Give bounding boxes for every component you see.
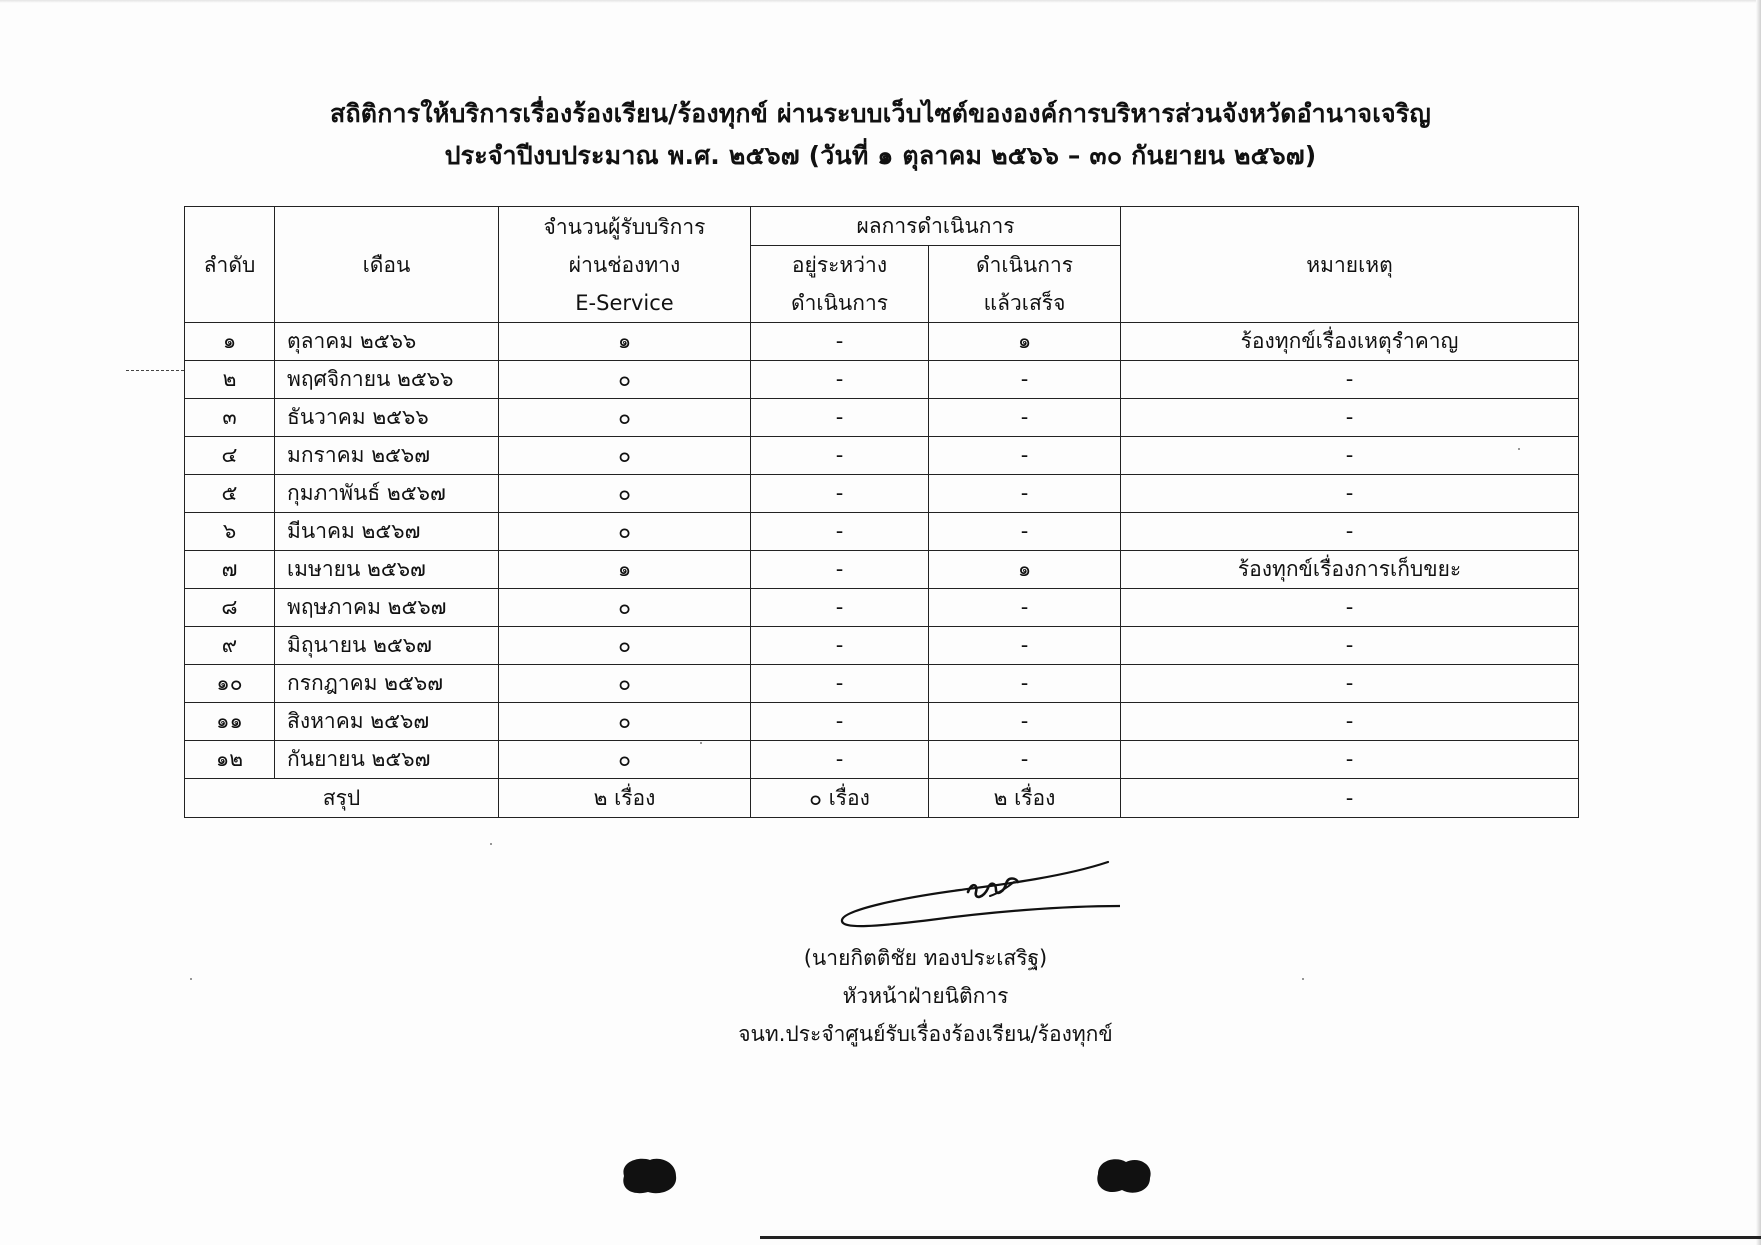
table-row (185, 627, 1579, 665)
summary-pending: ๐ เรื่อง (751, 779, 929, 818)
cell-service-count: ๐ (499, 361, 751, 399)
cell-done: - (929, 741, 1121, 779)
cell-no: ๔ (185, 437, 275, 475)
table-row (185, 703, 1579, 741)
cell-month: พฤษภาคม ๒๕๖๗ (275, 589, 499, 627)
cell-pending: - (751, 703, 929, 741)
cell-no: ๑ (185, 323, 275, 361)
cell-service-count: ๑ (499, 551, 751, 589)
header-service-line3: E-Service (575, 290, 674, 315)
cell-pending: - (751, 665, 929, 703)
cell-no: ๑๑ (185, 703, 275, 741)
cell-pending: - (751, 399, 929, 437)
cell-pending: - (751, 627, 929, 665)
cell-month: กันยายน ๒๕๖๗ (275, 741, 499, 779)
cell-service-count: ๐ (499, 399, 751, 437)
cell-month: มีนาคม ๒๕๖๗ (275, 513, 499, 551)
cell-no: ๖ (185, 513, 275, 551)
punch-hole-mark-left (616, 1154, 680, 1198)
header-service-line2: ผ่านช่องทาง (568, 252, 681, 277)
cell-done: ๑ (929, 323, 1121, 361)
cell-month: มิถุนายน ๒๕๖๗ (275, 627, 499, 665)
summary-count: ๒ เรื่อง (499, 779, 751, 818)
scan-edge-top (0, 0, 1761, 3)
table-row (185, 665, 1579, 703)
scan-edge-right (1756, 0, 1761, 1245)
cell-no: ๑๐ (185, 665, 275, 703)
header-pending (751, 246, 929, 323)
table-row (185, 589, 1579, 627)
summary-remark: - (1121, 779, 1579, 818)
header-done (929, 246, 1121, 323)
cell-service-count: ๐ (499, 437, 751, 475)
scan-speck (700, 742, 702, 744)
cell-done: - (929, 475, 1121, 513)
cell-done: - (929, 437, 1121, 475)
cell-remark: - (1121, 361, 1579, 399)
cell-pending: - (751, 323, 929, 361)
header-month: เดือน (275, 207, 499, 323)
cell-remark: - (1121, 513, 1579, 551)
handwritten-signature (840, 850, 1120, 940)
cell-month: เมษายน ๒๕๖๗ (275, 551, 499, 589)
cell-remark: - (1121, 437, 1579, 475)
scan-edge-bottom (760, 1236, 1761, 1239)
cell-pending: - (751, 551, 929, 589)
summary-done: ๒ เรื่อง (929, 779, 1121, 818)
header-pending-line1: อยู่ระหว่าง (791, 253, 888, 277)
cell-month: พฤศจิกายน ๒๕๖๖ (275, 361, 499, 399)
cell-done: - (929, 703, 1121, 741)
cell-done: - (929, 589, 1121, 627)
cell-pending: - (751, 437, 929, 475)
scan-speck (490, 843, 492, 845)
table-body (185, 323, 1579, 779)
document-title-line2: ประจำปีงบประมาณ พ.ศ. ๒๕๖๗ (วันที่ ๑ ตุลาคม ๒๕๖๖ – ๓๐ กันยายน ๒๕๖๗) (444, 141, 1317, 170)
cell-remark: - (1121, 703, 1579, 741)
table-row (185, 323, 1579, 361)
header-remark: หมายเหตุ (1121, 207, 1579, 323)
cell-remark: - (1121, 665, 1579, 703)
summary-label: สรุป (185, 779, 499, 818)
signer-title: หัวหน้าฝ่ายนิติการ (842, 984, 1009, 1008)
cell-service-count: ๐ (499, 513, 751, 551)
cell-month: ธันวาคม ๒๕๖๖ (275, 399, 499, 437)
cell-remark: ร้องทุกข์เรื่องเหตุรำคาญ (1121, 323, 1579, 361)
header-service-line1: จำนวนผู้รับบริการ (543, 214, 706, 239)
cell-done: - (929, 665, 1121, 703)
cell-remark: - (1121, 741, 1579, 779)
cell-service-count: ๑ (499, 323, 751, 361)
header-done-line2: แล้วเสร็จ (983, 291, 1066, 315)
header-done-line1: ดำเนินการ (975, 253, 1074, 277)
cell-pending: - (751, 475, 929, 513)
cell-done: ๑ (929, 551, 1121, 589)
table-row (185, 437, 1579, 475)
scan-speck (1302, 978, 1304, 980)
header-pending-line2: ดำเนินการ (790, 291, 889, 315)
table-row (185, 399, 1579, 437)
cell-done: - (929, 399, 1121, 437)
cell-no: ๑๒ (185, 741, 275, 779)
cell-service-count: ๐ (499, 665, 751, 703)
cell-month: กรกฎาคม ๒๕๖๗ (275, 665, 499, 703)
cell-no: ๓ (185, 399, 275, 437)
cell-no: ๒ (185, 361, 275, 399)
cell-pending: - (751, 361, 929, 399)
cell-remark: - (1121, 627, 1579, 665)
signer-role: จนท.ประจำศูนย์รับเรื่องร้องเรียน/ร้องทุกข์ (738, 1022, 1113, 1046)
table-row (185, 513, 1579, 551)
table-row (185, 741, 1579, 779)
table-row (185, 475, 1579, 513)
table-row (185, 551, 1579, 589)
cell-no: ๘ (185, 589, 275, 627)
cell-remark: - (1121, 399, 1579, 437)
header-result: ผลการดำเนินการ (751, 207, 1121, 246)
cell-service-count: ๐ (499, 741, 751, 779)
scan-speck (1518, 448, 1520, 450)
scan-speck (190, 978, 192, 980)
table-row (185, 361, 1579, 399)
punch-hole-mark-right (1092, 1154, 1156, 1198)
document-title-line1: สถิติการให้บริการเรื่องร้องเรียน/ร้องทุกข์ ผ่านระบบเว็บไซต์ขององค์การบริหารส่วนจังหวัดอำนาจเจริญ (329, 99, 1431, 128)
cell-month: กุมภาพันธ์ ๒๕๖๗ (275, 475, 499, 513)
cell-no: ๙ (185, 627, 275, 665)
margin-dash-mark (126, 370, 184, 371)
cell-no: ๕ (185, 475, 275, 513)
cell-month: สิงหาคม ๒๕๖๗ (275, 703, 499, 741)
cell-remark: ร้องทุกข์เรื่องการเก็บขยะ (1121, 551, 1579, 589)
cell-pending: - (751, 589, 929, 627)
cell-done: - (929, 627, 1121, 665)
cell-service-count: ๐ (499, 703, 751, 741)
cell-month: ตุลาคม ๒๕๖๖ (275, 323, 499, 361)
header-no: ลำดับ (185, 207, 275, 323)
cell-remark: - (1121, 475, 1579, 513)
signer-name: (นายกิตติชัย ทองประเสริฐ) (803, 946, 1048, 970)
cell-service-count: ๐ (499, 589, 751, 627)
statistics-table (184, 206, 1579, 818)
cell-service-count: ๐ (499, 475, 751, 513)
cell-remark: - (1121, 589, 1579, 627)
cell-pending: - (751, 513, 929, 551)
summary-row (185, 779, 1579, 818)
cell-no: ๗ (185, 551, 275, 589)
header-service-count (499, 207, 751, 323)
cell-pending: - (751, 741, 929, 779)
cell-done: - (929, 513, 1121, 551)
cell-service-count: ๐ (499, 627, 751, 665)
cell-month: มกราคม ๒๕๖๗ (275, 437, 499, 475)
cell-done: - (929, 361, 1121, 399)
